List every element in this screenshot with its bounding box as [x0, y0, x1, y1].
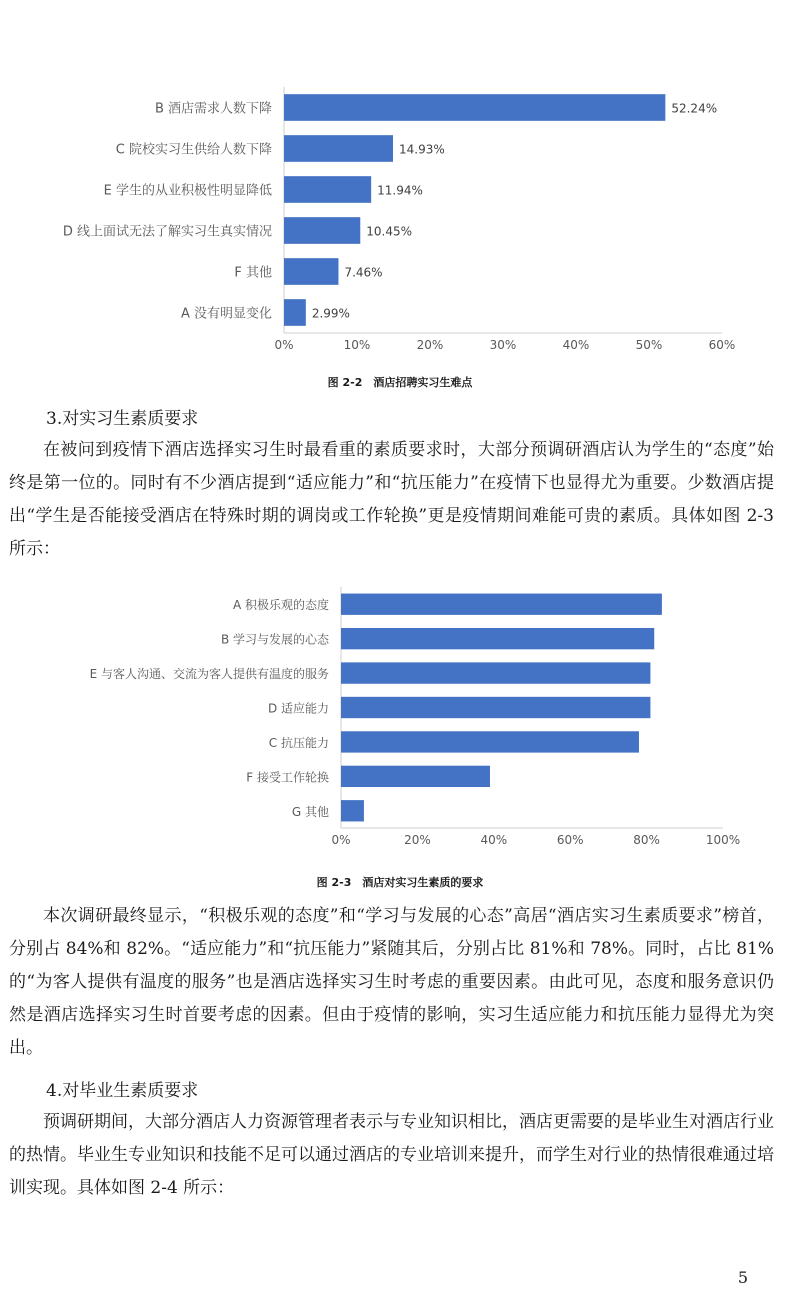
- category-label: A 没有明显变化: [180, 306, 272, 322]
- paragraph-2: 本次调研最终显示，“积极乐观的态度”和“学习与发展的心态”高居“酒店实习生素质要求”榜首，分别占 84%和 82%。“适应能力”和“抗压能力”紧随其后，分别占比 81%和 78%。同时，占比 81% 的“为客人提供有温度的服务”也是酒店选择实习生时考虑的重要因素。由此可见，态度和服务意识仍然是酒店选择实习生时首要考虑的因素。但由于疫情的影响，实习生适应能力和抗压能力显得尤为突出。: [9, 906, 774, 1058]
- bar: [284, 135, 393, 162]
- figure-caption-2-3: 图 2-3 酒店对实习生素质的要求: [316, 876, 484, 889]
- bar: [341, 697, 650, 718]
- bar: [284, 299, 306, 326]
- data-label: 11.94%: [377, 183, 423, 198]
- category-label: A 积极乐观的态度: [232, 598, 329, 613]
- category-label: F 接受工作轮换: [246, 770, 329, 785]
- x-tick-label: 60%: [556, 833, 584, 847]
- x-tick-label: 80%: [633, 833, 660, 847]
- section-heading-4: 4.对毕业生素质要求: [46, 1081, 199, 1101]
- x-tick-label: 60%: [708, 338, 736, 352]
- category-label: E 学生的从业积极性明显降低: [103, 183, 272, 199]
- category-label: C 院校实习生供给人数下降: [115, 142, 272, 158]
- chart-hotel-recruitment-difficulties: [0, 80, 800, 400]
- category-label: B 学习与发展的心态: [220, 632, 329, 647]
- data-label: 2.99%: [311, 306, 350, 321]
- x-tick-label: 50%: [635, 338, 663, 352]
- paragraph-1: 在被问到疫情下酒店选择实习生时最看重的素质要求时，大部分预调研酒店认为学生的“态度”始终是第一位的。同时有不少酒店提到“适应能力”和“抗压能力”在疫情下也显得尤为重要。少数酒店提出“学生是否能接受酒店在特殊时期的调岗或工作轮换”更是疫情期间难能可贵的素质。具体如图 2-3 所示：: [9, 440, 774, 559]
- x-tick-label: 20%: [404, 833, 431, 847]
- category-label: E 与客人沟通、交流为客人提供有温度的服务: [89, 667, 329, 682]
- bar: [284, 217, 360, 244]
- bar: [341, 800, 364, 821]
- x-tick-label: 40%: [562, 338, 590, 352]
- category-label: G 其他: [291, 804, 329, 819]
- bar: [341, 731, 639, 752]
- data-label: 7.46%: [344, 265, 383, 280]
- bar: [341, 662, 650, 683]
- figure-caption-2-2: 图 2-2 酒店招聘实习生难点: [327, 376, 473, 389]
- chart-intern-quality-requirements: [0, 585, 800, 895]
- data-label: 10.45%: [366, 224, 413, 239]
- x-tick-label: 40%: [480, 833, 508, 847]
- paragraph-3: 预调研期间，大部分酒店人力资源管理者表示与专业知识相比，酒店更需要的是毕业生对酒店行业的热情。毕业生专业知识和技能不足可以通过酒店的专业培训来提升，而学生对行业的热情很难通过培训实现。具体如图 2-4 所示：: [9, 1112, 774, 1198]
- data-label: 52.24%: [671, 101, 718, 116]
- data-label: 14.93%: [398, 142, 445, 157]
- category-label: C 抗压能力: [268, 735, 329, 750]
- category-label: D 适应能力: [267, 701, 329, 716]
- bar: [284, 94, 665, 121]
- bar: [284, 176, 371, 203]
- bar: [341, 594, 662, 615]
- bar: [341, 766, 490, 787]
- category-label: F 其他: [234, 265, 272, 281]
- bar: [341, 628, 654, 649]
- bar: [284, 258, 338, 285]
- x-tick-label: 20%: [416, 338, 444, 352]
- section-heading-3: 3.对实习生素质要求: [46, 409, 199, 429]
- x-tick-label: 0%: [274, 338, 294, 352]
- page-number: 5: [737, 1268, 748, 1287]
- x-tick-label: 10%: [343, 338, 371, 352]
- x-tick-label: 30%: [489, 338, 517, 352]
- x-tick-label: 100%: [705, 833, 741, 847]
- category-label: B 酒店需求人数下降: [154, 101, 272, 117]
- category-label: D 线上面试无法了解实习生真实情况: [62, 224, 272, 240]
- x-tick-label: 0%: [331, 833, 351, 847]
